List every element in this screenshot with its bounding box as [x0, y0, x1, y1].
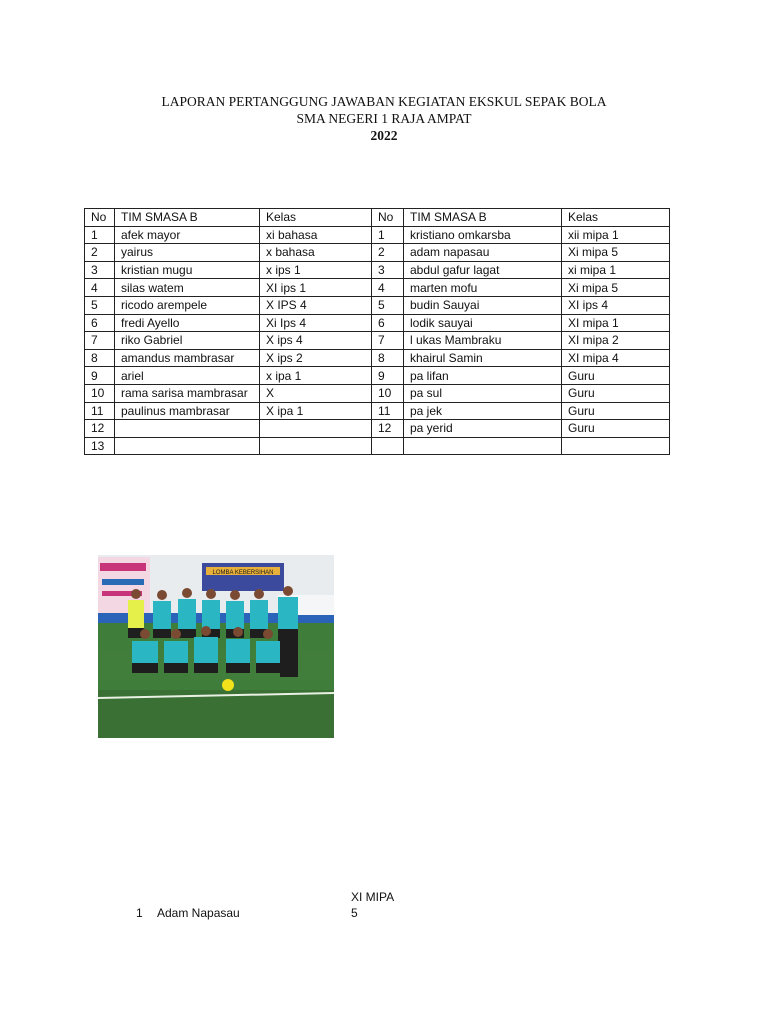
cell-class-left: x ipa 1	[260, 367, 372, 385]
cell-name-left: amandus mambrasar	[115, 349, 260, 367]
cell-name-left: riko Gabriel	[115, 332, 260, 350]
footer-number: 1	[136, 906, 143, 920]
table-row	[85, 314, 670, 332]
cell-no-left: 3	[85, 261, 115, 279]
cell-no-right: 7	[372, 332, 404, 350]
cell-name-right: pa sul	[404, 384, 562, 402]
cell-no-left: 9	[85, 367, 115, 385]
cell-class-left: XI ips 1	[260, 279, 372, 297]
cell-no-right	[372, 437, 404, 455]
table-row	[85, 384, 670, 402]
cell-class-left: x bahasa	[260, 244, 372, 262]
cell-name-right: pa yerid	[404, 420, 562, 438]
cell-no-left: 5	[85, 296, 115, 314]
cell-no-left: 4	[85, 279, 115, 297]
cell-class-right: Guru	[562, 367, 670, 385]
cell-class-left: X IPS 4	[260, 296, 372, 314]
table-row	[85, 420, 670, 438]
cell-no-left: 1	[85, 226, 115, 244]
cell-name-right: adam napasau	[404, 244, 562, 262]
table-row	[85, 367, 670, 385]
cell-name-left: ariel	[115, 367, 260, 385]
cell-no-right: 5	[372, 296, 404, 314]
cell-no-right: 12	[372, 420, 404, 438]
cell-name-left	[115, 420, 260, 438]
footer-class-line-1: XI MIPA	[351, 890, 395, 904]
cell-no-right: 2	[372, 244, 404, 262]
cell-no-left: 7	[85, 332, 115, 350]
cell-name-left: rama sarisa mambrasar	[115, 384, 260, 402]
cell-no-right: 4	[372, 279, 404, 297]
table-row	[85, 226, 670, 244]
cell-no-right: 11	[372, 402, 404, 420]
cell-name-left: silas watem	[115, 279, 260, 297]
title-line-2: SMA NEGERI 1 RAJA AMPAT	[296, 111, 472, 126]
cell-name-right: lodik sauyai	[404, 314, 562, 332]
cell-class-right: xii mipa 1	[562, 226, 670, 244]
header-name-left: TIM SMASA B	[115, 209, 260, 227]
cell-class-right: XI mipa 4	[562, 349, 670, 367]
cell-class-left: X ips 4	[260, 332, 372, 350]
header-class-right: Kelas	[562, 209, 670, 227]
header-class-left: Kelas	[260, 209, 372, 227]
cell-no-right: 9	[372, 367, 404, 385]
cell-name-left: afek mayor	[115, 226, 260, 244]
cell-class-right: XI ips 4	[562, 296, 670, 314]
cell-name-right: pa lifan	[404, 367, 562, 385]
table-row	[85, 402, 670, 420]
cell-class-right: Guru	[562, 384, 670, 402]
cell-class-right: XI mipa 1	[562, 314, 670, 332]
title-year: 2022	[370, 128, 398, 143]
cell-no-right: 3	[372, 261, 404, 279]
cell-no-left: 10	[85, 384, 115, 402]
cell-class-left: xi bahasa	[260, 226, 372, 244]
report-title	[0, 93, 768, 144]
header-no-left: No	[85, 209, 115, 227]
cell-name-right: abdul gafur lagat	[404, 261, 562, 279]
cell-no-right: 8	[372, 349, 404, 367]
table-row	[85, 437, 670, 455]
cell-class-left: X	[260, 384, 372, 402]
cell-no-right: 6	[372, 314, 404, 332]
cell-name-left: ricodo arempele	[115, 296, 260, 314]
team-photo	[98, 555, 334, 738]
cell-name-right: khairul Samin	[404, 349, 562, 367]
table-row	[85, 244, 670, 262]
cell-name-right: kristiano omkarsba	[404, 226, 562, 244]
footer-name: Adam Napasau	[157, 906, 240, 920]
cell-class-right: Guru	[562, 420, 670, 438]
banner-text: LOMBA KEBERSIHAN	[212, 570, 274, 576]
cell-no-left: 8	[85, 349, 115, 367]
cell-no-left: 13	[85, 437, 115, 455]
header-no-right: No	[372, 209, 404, 227]
cell-name-right	[404, 437, 562, 455]
team-roster-table	[84, 208, 670, 455]
cell-no-left: 11	[85, 402, 115, 420]
title-line-1: LAPORAN PERTANGGUNG JAWABAN KEGIATAN EKSKUL SEPAK BOLA	[161, 94, 607, 109]
table-row	[85, 296, 670, 314]
header-name-right: TIM SMASA B	[404, 209, 562, 227]
cell-class-right: Xi mipa 5	[562, 244, 670, 262]
cell-no-left: 2	[85, 244, 115, 262]
cell-class-right: Guru	[562, 402, 670, 420]
cell-name-right: budin Sauyai	[404, 296, 562, 314]
table-row	[85, 349, 670, 367]
table-row	[85, 261, 670, 279]
cell-name-left: fredi Ayello	[115, 314, 260, 332]
cell-class-right: Xi mipa 5	[562, 279, 670, 297]
cell-class-left: X ips 2	[260, 349, 372, 367]
table-header-row	[85, 209, 670, 227]
cell-no-left: 12	[85, 420, 115, 438]
cell-name-left: kristian mugu	[115, 261, 260, 279]
cell-name-right: l ukas Mambraku	[404, 332, 562, 350]
cell-no-left: 6	[85, 314, 115, 332]
cell-class-left: Xi Ips 4	[260, 314, 372, 332]
cell-name-right: pa jek	[404, 402, 562, 420]
cell-name-left: yairus	[115, 244, 260, 262]
cell-name-left	[115, 437, 260, 455]
cell-name-right: marten mofu	[404, 279, 562, 297]
cell-class-right: XI mipa 2	[562, 332, 670, 350]
cell-class-right	[562, 437, 670, 455]
table-row	[85, 279, 670, 297]
cell-name-left: paulinus mambrasar	[115, 402, 260, 420]
cell-class-left: X ipa 1	[260, 402, 372, 420]
cell-class-right: xi mipa 1	[562, 261, 670, 279]
cell-no-right: 10	[372, 384, 404, 402]
cell-class-left	[260, 437, 372, 455]
cell-class-left	[260, 420, 372, 438]
cell-no-right: 1	[372, 226, 404, 244]
table-row	[85, 332, 670, 350]
footer-class-line-2: 5	[351, 906, 358, 920]
cell-class-left: x ips 1	[260, 261, 372, 279]
